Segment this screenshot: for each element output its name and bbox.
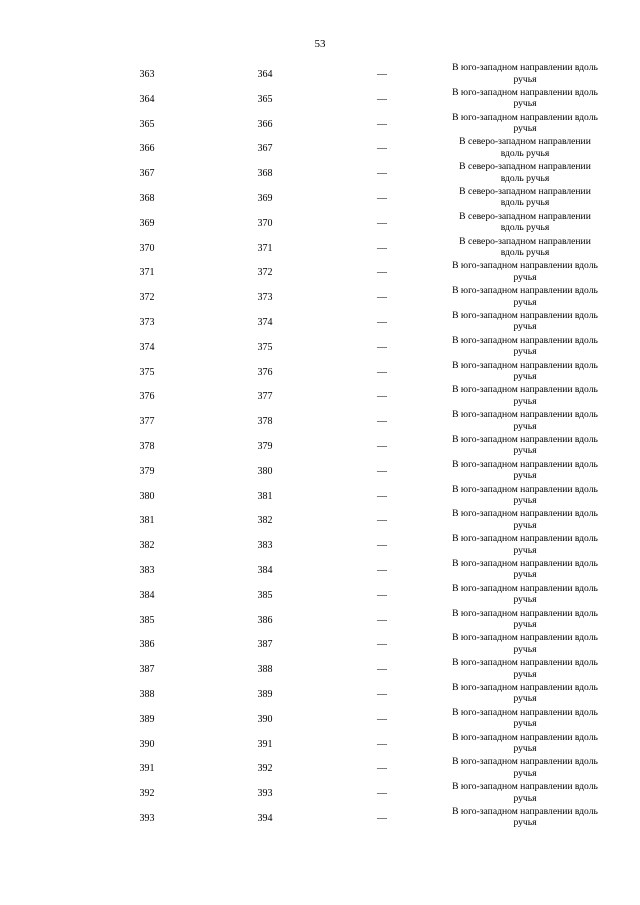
direction-description: В юго-западном направлении вдоль ручья bbox=[452, 557, 598, 581]
direction-description: В юго-западном направлении вдоль ручья bbox=[452, 681, 598, 705]
table-row bbox=[0, 583, 640, 608]
point-from: 391 bbox=[139, 763, 155, 775]
distance-dash: — bbox=[377, 738, 387, 750]
distance-dash: — bbox=[377, 812, 387, 824]
point-from: 371 bbox=[139, 267, 155, 279]
direction-description: В юго-западном направлении вдоль ручья bbox=[452, 359, 598, 383]
distance-dash: — bbox=[377, 788, 387, 800]
table-row bbox=[0, 260, 640, 285]
point-from: 363 bbox=[139, 69, 155, 80]
table-row bbox=[0, 161, 640, 186]
distance-dash: — bbox=[377, 515, 387, 527]
point-from: 372 bbox=[139, 292, 155, 304]
boundary-table bbox=[0, 62, 640, 831]
point-from: 384 bbox=[139, 589, 155, 601]
direction-description: В юго-западном направлении вдоль ручья bbox=[452, 582, 598, 606]
distance-dash: — bbox=[377, 143, 387, 155]
distance-dash: — bbox=[377, 366, 387, 378]
direction-description: В юго-западном направлении вдоль ручья bbox=[452, 458, 598, 482]
point-to: 367 bbox=[257, 143, 273, 155]
distance-dash: — bbox=[377, 292, 387, 304]
table-row bbox=[0, 682, 640, 707]
point-to: 364 bbox=[257, 69, 273, 80]
table-row bbox=[0, 732, 640, 757]
table-row bbox=[0, 806, 640, 831]
distance-dash: — bbox=[377, 465, 387, 477]
table-row bbox=[0, 87, 640, 112]
direction-description: В юго-западном направлении вдоль ручья bbox=[452, 334, 598, 358]
point-to: 390 bbox=[257, 713, 273, 725]
direction-description: В юго-западном направлении вдоль ручья bbox=[452, 111, 598, 135]
point-to: 392 bbox=[257, 763, 273, 775]
distance-dash: — bbox=[377, 69, 387, 80]
point-to: 391 bbox=[257, 738, 273, 750]
point-to: 379 bbox=[257, 440, 273, 452]
point-to: 373 bbox=[257, 292, 273, 304]
distance-dash: — bbox=[377, 118, 387, 130]
point-from: 368 bbox=[139, 192, 155, 204]
point-to: 389 bbox=[257, 688, 273, 700]
table-row bbox=[0, 310, 640, 335]
point-from: 366 bbox=[139, 143, 155, 155]
point-from: 389 bbox=[139, 713, 155, 725]
table-row bbox=[0, 781, 640, 806]
table-row bbox=[0, 409, 640, 434]
point-to: 366 bbox=[257, 118, 273, 130]
direction-description: В юго-западном направлении вдоль ручья bbox=[452, 657, 598, 680]
distance-dash: — bbox=[377, 267, 387, 279]
table-row bbox=[0, 186, 640, 211]
table-row bbox=[0, 558, 640, 583]
point-from: 388 bbox=[139, 688, 155, 700]
point-to: 394 bbox=[257, 812, 273, 824]
point-from: 374 bbox=[139, 341, 155, 353]
table-row bbox=[0, 459, 640, 484]
point-from: 377 bbox=[139, 416, 155, 428]
direction-description: В юго-западном направлении вдоль ручья bbox=[452, 508, 598, 531]
table-row bbox=[0, 484, 640, 509]
point-from: 387 bbox=[139, 664, 155, 676]
point-to: 369 bbox=[257, 192, 273, 204]
point-to: 375 bbox=[257, 341, 273, 353]
table-row bbox=[0, 632, 640, 657]
distance-dash: — bbox=[377, 589, 387, 601]
table-row bbox=[0, 657, 640, 682]
distance-dash: — bbox=[377, 564, 387, 576]
point-from: 392 bbox=[139, 788, 155, 800]
distance-dash: — bbox=[377, 93, 387, 105]
point-to: 384 bbox=[257, 564, 273, 576]
point-to: 378 bbox=[257, 416, 273, 428]
table-row bbox=[0, 707, 640, 732]
direction-description: В юго-западном направлении вдоль ручья bbox=[452, 607, 598, 631]
direction-description: В юго-западном направлении вдоль ручья bbox=[452, 756, 598, 779]
point-from: 369 bbox=[139, 217, 155, 229]
table-row bbox=[0, 360, 640, 385]
point-from: 376 bbox=[139, 391, 155, 403]
point-to: 388 bbox=[257, 664, 273, 676]
point-to: 383 bbox=[257, 540, 273, 552]
point-from: 365 bbox=[139, 118, 155, 130]
distance-dash: — bbox=[377, 713, 387, 725]
direction-description: В юго-западном направлении вдоль ручья bbox=[452, 433, 598, 457]
point-to: 365 bbox=[257, 93, 273, 105]
point-from: 381 bbox=[139, 515, 155, 527]
point-from: 393 bbox=[139, 812, 155, 824]
point-from: 375 bbox=[139, 366, 155, 378]
table-row bbox=[0, 62, 640, 87]
direction-description: В юго-западном направлении вдоль ручья bbox=[452, 285, 598, 308]
point-from: 380 bbox=[139, 490, 155, 502]
page-number: 53 bbox=[314, 38, 326, 50]
table-row bbox=[0, 508, 640, 533]
distance-dash: — bbox=[377, 168, 387, 180]
point-from: 386 bbox=[139, 639, 155, 651]
direction-description: В северо-западном направлении вдоль ручья bbox=[459, 235, 591, 259]
direction-description: В юго-западном направлении вдоль ручья bbox=[452, 309, 598, 333]
table-row bbox=[0, 136, 640, 161]
table-row bbox=[0, 756, 640, 781]
distance-dash: — bbox=[377, 540, 387, 552]
table-row bbox=[0, 211, 640, 236]
distance-dash: — bbox=[377, 763, 387, 775]
table-row bbox=[0, 112, 640, 137]
point-from: 382 bbox=[139, 540, 155, 552]
point-from: 370 bbox=[139, 242, 155, 254]
point-from: 385 bbox=[139, 614, 155, 626]
point-from: 379 bbox=[139, 465, 155, 477]
direction-description: В юго-западном направлении вдоль ручья bbox=[452, 805, 598, 829]
table-row bbox=[0, 335, 640, 360]
distance-dash: — bbox=[377, 242, 387, 254]
direction-description: В юго-западном направлении вдоль ручья bbox=[452, 86, 598, 110]
table-row bbox=[0, 384, 640, 409]
point-to: 374 bbox=[257, 316, 273, 328]
direction-description: В северо-западном направлении вдоль ручья bbox=[459, 136, 591, 159]
direction-description: В юго-западном направлении вдоль ручья bbox=[452, 632, 598, 655]
point-from: 367 bbox=[139, 168, 155, 180]
direction-description: В юго-западном направлении вдоль ручья bbox=[452, 260, 598, 283]
table-row bbox=[0, 608, 640, 633]
point-from: 373 bbox=[139, 316, 155, 328]
direction-description: В юго-западном направлении вдоль ручья bbox=[452, 706, 598, 730]
table-row bbox=[0, 533, 640, 558]
point-to: 370 bbox=[257, 217, 273, 229]
direction-description: В северо-западном направлении вдоль ручья bbox=[459, 185, 591, 209]
distance-dash: — bbox=[377, 316, 387, 328]
point-to: 386 bbox=[257, 614, 273, 626]
direction-description: В юго-западном направлении вдоль ручья bbox=[452, 384, 598, 407]
point-to: 382 bbox=[257, 515, 273, 527]
table-row bbox=[0, 434, 640, 459]
direction-description: В юго-западном направлении вдоль ручья bbox=[452, 62, 598, 85]
distance-dash: — bbox=[377, 416, 387, 428]
table-row bbox=[0, 285, 640, 310]
distance-dash: — bbox=[377, 688, 387, 700]
direction-description: В юго-западном направлении вдоль ручья bbox=[452, 533, 598, 556]
direction-description: В северо-западном направлении вдоль ручья bbox=[459, 210, 591, 234]
distance-dash: — bbox=[377, 192, 387, 204]
point-to: 372 bbox=[257, 267, 273, 279]
distance-dash: — bbox=[377, 639, 387, 651]
table-row bbox=[0, 236, 640, 261]
point-from: 383 bbox=[139, 564, 155, 576]
distance-dash: — bbox=[377, 391, 387, 403]
point-to: 376 bbox=[257, 366, 273, 378]
point-to: 380 bbox=[257, 465, 273, 477]
point-to: 381 bbox=[257, 490, 273, 502]
point-from: 390 bbox=[139, 738, 155, 750]
point-to: 385 bbox=[257, 589, 273, 601]
direction-description: В юго-западном направлении вдоль ручья bbox=[452, 483, 598, 507]
direction-description: В юго-западном направлении вдоль ручья bbox=[452, 781, 598, 804]
point-to: 368 bbox=[257, 168, 273, 180]
direction-description: В юго-западном направлении вдоль ручья bbox=[452, 409, 598, 432]
point-to: 377 bbox=[257, 391, 273, 403]
distance-dash: — bbox=[377, 664, 387, 676]
distance-dash: — bbox=[377, 341, 387, 353]
point-to: 393 bbox=[257, 788, 273, 800]
point-from: 378 bbox=[139, 440, 155, 452]
distance-dash: — bbox=[377, 217, 387, 229]
point-to: 371 bbox=[257, 242, 273, 254]
point-to: 387 bbox=[257, 639, 273, 651]
distance-dash: — bbox=[377, 614, 387, 626]
direction-description: В юго-западном направлении вдоль ручья bbox=[452, 731, 598, 755]
distance-dash: — bbox=[377, 440, 387, 452]
point-from: 364 bbox=[139, 93, 155, 105]
direction-description: В северо-западном направлении вдоль ручья bbox=[459, 161, 591, 184]
distance-dash: — bbox=[377, 490, 387, 502]
